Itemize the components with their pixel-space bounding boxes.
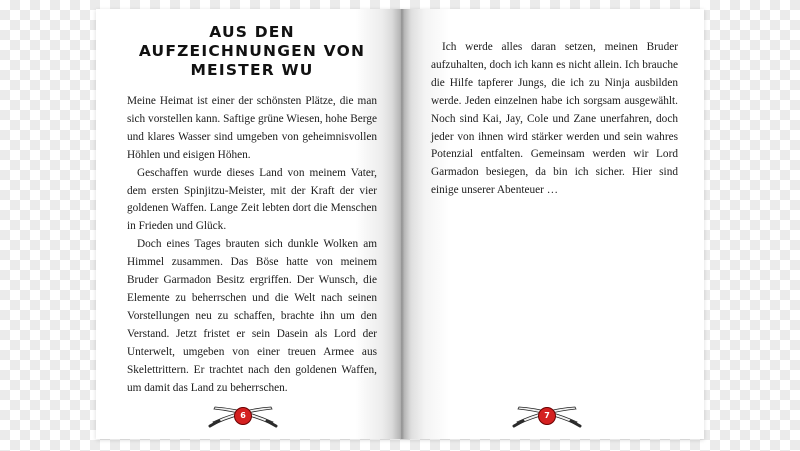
- chapter-title-line-2: AUFZEICHNUNGEN VON: [138, 42, 366, 60]
- chapter-title: [127, 23, 377, 80]
- open-book: [96, 9, 704, 439]
- left-page-text: [127, 93, 377, 397]
- book-spine-shadow: [392, 9, 412, 439]
- right-paragraph-1: Ich werde alles daran setzen, meinen Bruder aufzuhalten, doch ich kann es nicht allein. Ich brauche die Hilfe tapferer Jungs, die ich zu Ninja ausbilden werde. Jeden einzelnen habe ich sorgsam ausgewählt. Noch sind Kai, Jay, Cole und Zane unerfahren, doch jeder von ihnen wird stärker werden und sein wahres Potenzial entfalten. Gemeinsam werden wir Lord Garmadon besiegen, da bin ich sicher. Hier sind einige unserer Abenteuer …: [431, 41, 678, 197]
- right-page-text: [431, 39, 678, 200]
- left-paragraph-2: Geschaffen wurde dieses Land von meinem Vater, dem ersten Spinjitzu-Meister, mit der Kraft der vier goldenen Waffen. Lange Zeit lebten dort die Menschen in Frieden und Glück.: [127, 166, 377, 233]
- page-number-left: 6: [240, 411, 246, 420]
- chapter-title-line-3: MEISTER WU: [190, 61, 314, 79]
- page-number-right: 7: [544, 411, 550, 420]
- chapter-title-line-1: AUS DEN: [209, 23, 295, 41]
- left-page: [96, 9, 401, 439]
- right-page: [401, 9, 704, 439]
- page-number-badge-right: [512, 403, 582, 429]
- left-paragraph-3: Doch eines Tages brauten sich dunkle Wolken am Himmel zusammen. Das Böse hatte von meinem Bruder Garmadon Besitz ergriffen. Der Wunsch, die Elemente zu beherrschen und die Welt nach seinen Vorstellungen neu zu schaffen, brachte ihn um den Verstand. Jetzt fristet er sein Dasein als Lord der Unterwelt, umgeben von einer treuen Armee aus Skelettrittern. Er trachtet nach den goldenen Waffen, um damit das Land zu beherrschen.: [127, 238, 377, 394]
- left-paragraph-1: Meine Heimat ist einer der schönsten Plätze, die man sich vorstellen kann. Saftige grüne Wiesen, hohe Berge und klares Wasser sind umgeben von geheimnisvollen Höhlen und eisigen Höhen.: [127, 95, 377, 161]
- page-number-badge-left: [208, 403, 278, 429]
